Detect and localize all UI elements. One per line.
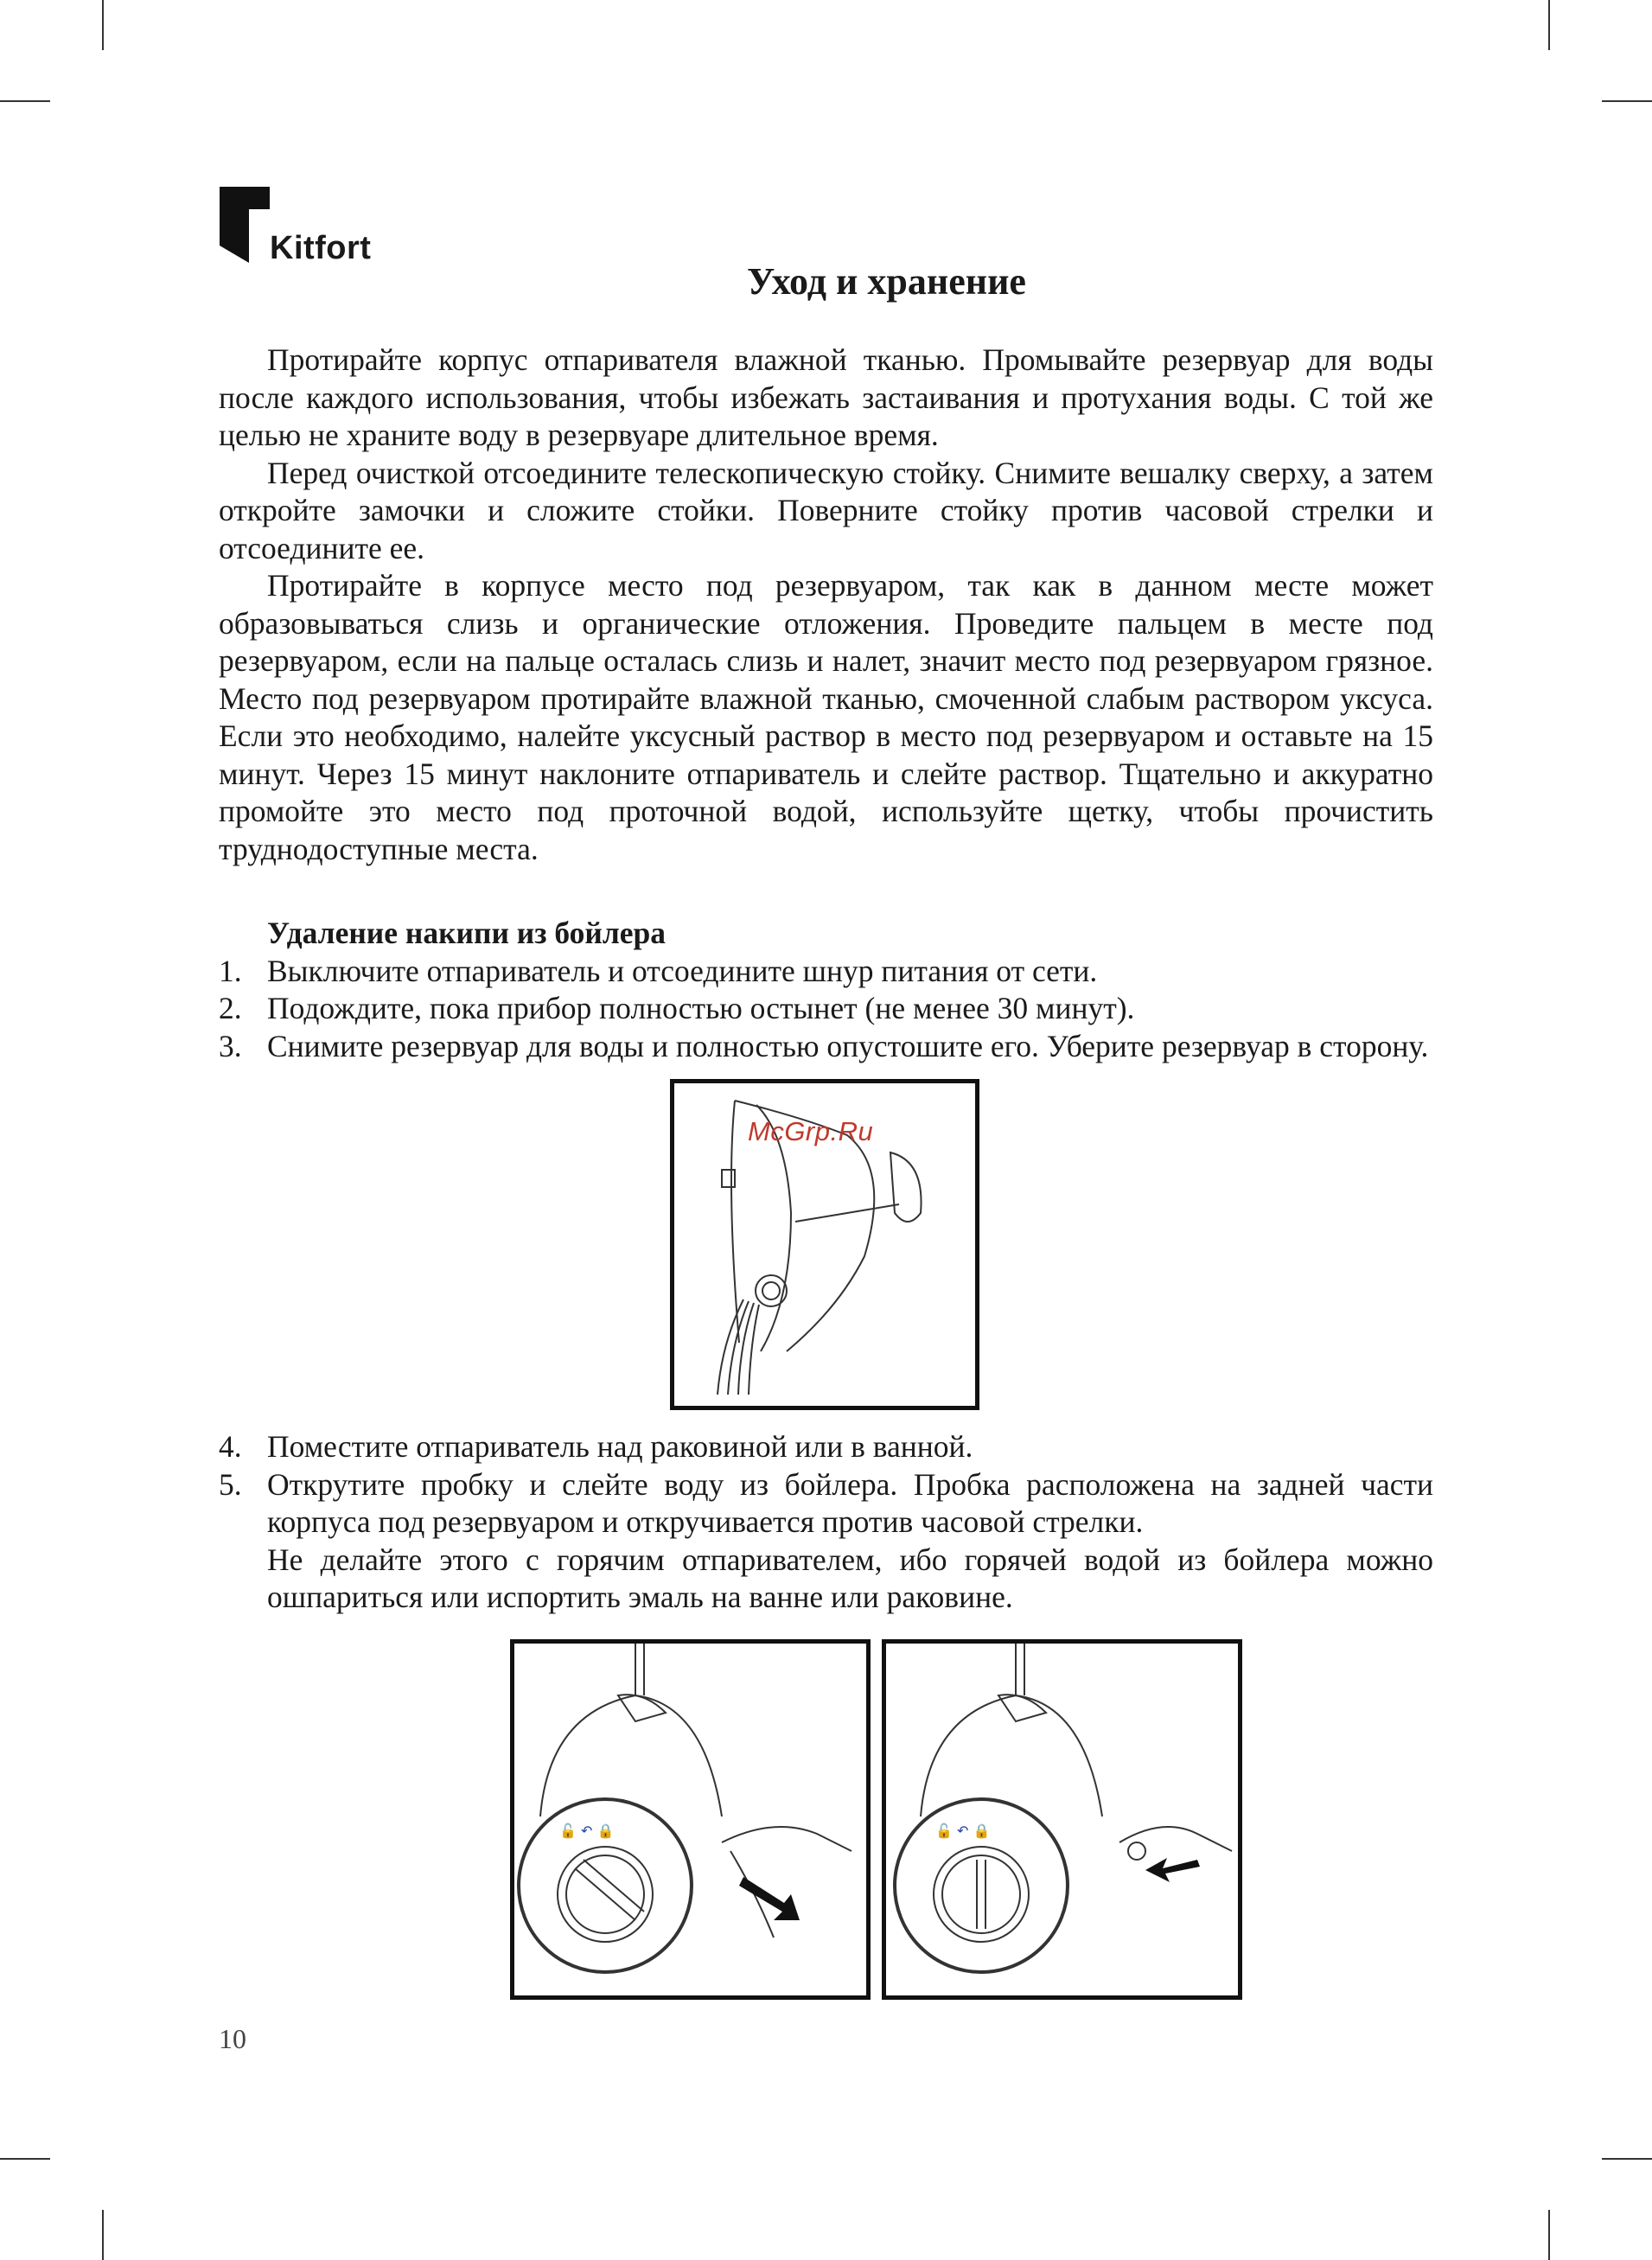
page-title: Уход и хранение bbox=[747, 260, 1026, 303]
crop-mark bbox=[0, 2158, 50, 2160]
paragraph: Протирайте корпус отпаривателя влажной тканью. Промывайте резервуар для воды после каждого использования, чтобы избежать застаивания и протухания воды. С той же целью не храните воду в резервуаре длительное время. bbox=[219, 342, 1433, 452]
step-text: Подождите, пока прибор полностью остынет (не менее 30 минут). bbox=[267, 991, 1135, 1025]
crop-mark bbox=[0, 100, 50, 102]
list-item bbox=[219, 953, 1433, 991]
crop-mark bbox=[1548, 2210, 1550, 2260]
note-text: Не делайте этого с горячим отпаривателем, ибо горячей водой из бойлера можно ошпариться или испортить эмаль на ванне или раковине. bbox=[267, 1542, 1433, 1614]
figure-remove-tank bbox=[670, 1079, 979, 1410]
step-number: 4. bbox=[219, 1429, 242, 1464]
unscrew-cap-illustration bbox=[514, 1644, 866, 1995]
step-number: 2. bbox=[219, 991, 242, 1025]
step-text: Открутите пробку и слейте воду из бойлера. Пробка расположена на задней части корпуса под резервуаром и откручивается против часовой стрелки. bbox=[267, 1466, 1433, 1539]
crop-mark bbox=[1602, 100, 1652, 102]
watermark: McGrp.Ru bbox=[748, 1116, 874, 1146]
paragraph: Протирайте в корпусе место под резервуаром, так как в данном месте может образовываться слизь и органические отложения. Проведите пальцем в месте под резервуаром, если на пальце осталась слизь и налет, значит место под резервуаром грязное. Место под резервуаром протирайте влажной тканью, смоченной слабым раствором уксуса. Если это необходимо, налейте уксусный раствор в место под резервуаром и оставьте на 15 минут. Через 15 минут наклоните отпариватель и слейте раствор. Тщательно и аккуратно промойте это место под проточной водой, используйте щетку, чтобы прочистить труднодоступные места. bbox=[219, 568, 1433, 866]
step-text: Выключите отпариватель и отсоедините шнур питания от сети. bbox=[267, 953, 1098, 988]
step-number: 5. bbox=[219, 1466, 242, 1502]
list-item bbox=[219, 1466, 1433, 1542]
crop-mark bbox=[102, 0, 104, 50]
subheading: Удаление накипи из бойлера bbox=[267, 916, 667, 950]
crop-mark bbox=[1548, 0, 1550, 50]
figure-screw-cap bbox=[882, 1639, 1242, 2000]
list-item bbox=[219, 1428, 1433, 1466]
step-text: Поместите отпариватель над раковиной или в ванной. bbox=[267, 1429, 973, 1464]
list-item bbox=[219, 990, 1433, 1028]
screw-cap-illustration bbox=[886, 1644, 1238, 1995]
step-text: Снимите резервуар для воды и полностью опустошите его. Уберите резервуар в сторону. bbox=[267, 1028, 1429, 1063]
svg-text:🔓 ↶ 🔒: 🔓 ↶ 🔒 bbox=[559, 1823, 615, 1839]
list-item bbox=[219, 1028, 1433, 1066]
crop-mark bbox=[102, 2210, 104, 2260]
page-number: 10 bbox=[219, 2023, 246, 2054]
crop-mark bbox=[1602, 2158, 1652, 2160]
svg-text:🔓 ↶ 🔒: 🔓 ↶ 🔒 bbox=[935, 1823, 991, 1839]
step-note bbox=[219, 1542, 1433, 1617]
figure-unscrew-cap bbox=[510, 1639, 871, 2000]
paragraph: Перед очисткой отсоедините телескопическую стойку. Снимите вешалку сверху, а затем откройте замочки и сложите стойки. Поверните стойку против часовой стрелки и отсоедините ее. bbox=[219, 455, 1433, 565]
step-number: 1. bbox=[219, 953, 242, 988]
body-text bbox=[219, 342, 1433, 1065]
body-text-continued bbox=[219, 1428, 1433, 1617]
brand-name: Kitfort bbox=[270, 230, 372, 266]
step-number: 3. bbox=[219, 1028, 242, 1063]
